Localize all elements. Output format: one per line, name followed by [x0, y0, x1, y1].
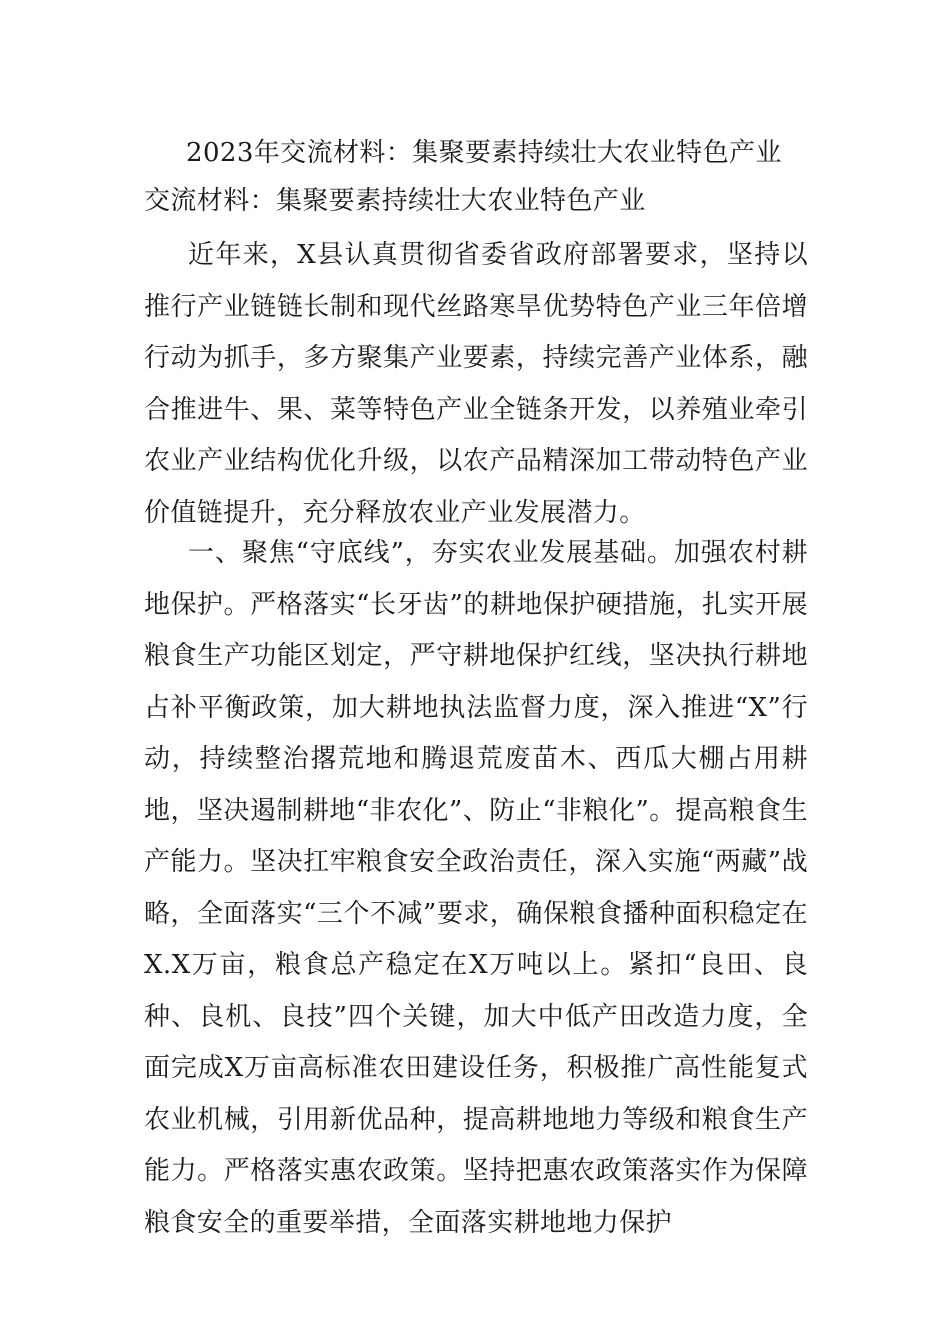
- document-title: 2023年交流材料：集聚要素持续壮大农业特色产业: [186, 138, 782, 168]
- paragraph-section-one: 一、聚焦“守底线”，夯实农业发展基础。加强农村耕地保护。严格落实“长牙齿”的耕地保护硬措施，扎实开展粮食生产功能区划定，严守耕地保护红线，坚决执行耕地占补平衡政策，加大耕地执法监督力度，深入推进“X”行动，持续整治撂荒地和腾退荒废苗木、西瓜大棚占用耕地，坚决遏制耕地“非农化”、防止“非粮化”。提高粮食生产能力。坚决扛牢粮食安全政治责任，深入实施“两藏”战略，全面落实“三个不减”要求，确保粮食播种面积稳定在X.X万亩，粮食总产稳定在X万吨以上。紧扣“良田、良种、良机、良技”四个关键，加大中低产田改造力度，全面完成X万亩高标准农田建设任务，积极推广高性能复式农业机械，引用新优品种，提高耕地地力等级和粮食生产能力。严格落实惠农政策。坚持把惠农政策落实作为保障粮食安全的重要举措，全面落实耕地地力保护: [144, 538, 808, 1238]
- paragraph-intro: 近年来，X县认真贯彻省委省政府部署要求，坚持以推行产业链链长制和现代丝路寒旱优势特色产业三年倍增行动为抓手，多方聚集产业要素，持续完善产业体系，融合推进牛、果、菜等特色产业全链条开发，以养殖业牵引农业产业结构优化升级，以农产品精深加工带动特色产业价值链提升，充分释放农业产业发展潜力。: [144, 240, 808, 528]
- document-subtitle: 交流材料：集聚要素持续壮大农业特色产业: [144, 186, 646, 216]
